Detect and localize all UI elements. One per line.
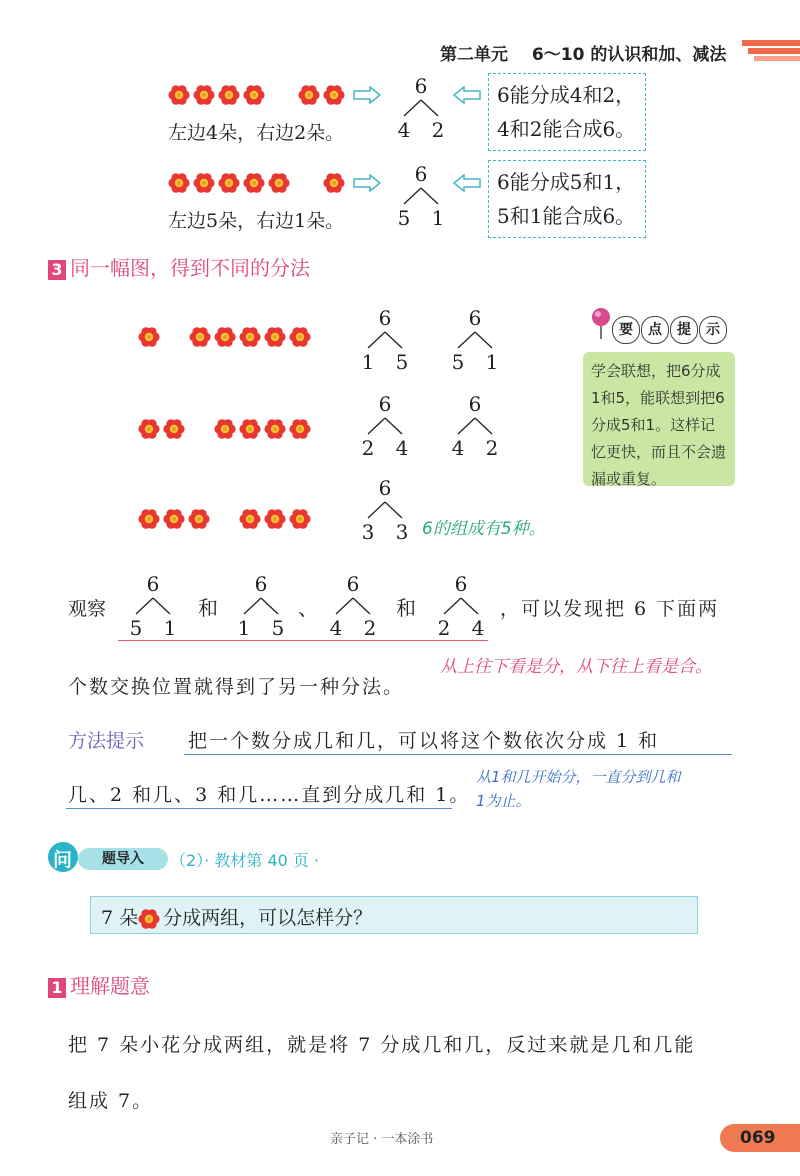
flower-icon [138, 418, 160, 440]
flower-row-3 [138, 508, 314, 530]
example-1-box: 6能分成4和2， 4和2能合成6。 [488, 73, 646, 151]
observe-and-1: 和 [198, 596, 218, 620]
observe-and-2: 和 [396, 596, 416, 620]
flower-icon [264, 508, 286, 530]
intro-badge-text: 题导入 [78, 848, 168, 870]
flower-icon [289, 508, 311, 530]
blue-underline-1 [184, 754, 732, 755]
flower-icon [218, 172, 240, 194]
flower-icon [323, 84, 345, 106]
split-3-3: 6 3 3 [361, 476, 409, 544]
section-number: 3 [48, 260, 66, 280]
example-2-flowers [168, 172, 348, 194]
body-line-1: 把 7 朵小花分成两组，就是将 7 分成几和几，反过来就是几和几能 [68, 1034, 696, 1056]
flower-icon [323, 172, 345, 194]
tip-title [612, 316, 728, 344]
question-box [90, 896, 698, 934]
handwritten-note-method-2: 1为止。 [476, 792, 531, 810]
section-number: 1 [48, 978, 66, 998]
split-1-5: 6 1 5 [361, 306, 409, 374]
unit-label: 第二单元 [440, 45, 508, 65]
observe-split-1: 6 5 1 [129, 572, 177, 640]
flower-icon [218, 84, 240, 106]
tip-box [583, 352, 735, 486]
arrow-right-icon [352, 174, 382, 196]
flower-icon [138, 508, 160, 530]
observe-sep: 、 [298, 596, 318, 620]
page-number-tab [720, 1124, 800, 1152]
intro-badge-char: 问 [53, 849, 73, 871]
arrow-left-icon [452, 174, 482, 196]
flower-icon [214, 418, 236, 440]
split-5-1: 6 5 1 [451, 306, 499, 374]
intro-reference: （2）· 教材第 40 页 · [170, 851, 320, 870]
footer-text: 亲子记 · 一本涂书 [330, 1132, 434, 1147]
example-2-caption: 左边5朵，右边1朵。 [168, 210, 345, 232]
split-4-2: 6 4 2 [451, 392, 499, 460]
flower-icon [188, 508, 210, 530]
tip-title-char: 点 [641, 316, 669, 344]
observe-label: 观察 [68, 598, 107, 620]
example-2-split: 6 5 1 [397, 162, 445, 230]
handwritten-note-method-1: 从1和几开始分，一直分到几和 [476, 768, 681, 786]
flower-icon [189, 326, 211, 348]
observe-tail: ，可以发现把 6 下面两 [500, 598, 720, 620]
tip-title-char: 提 [670, 316, 698, 344]
pushpin-icon [588, 306, 614, 344]
example-1-flowers [168, 84, 348, 106]
flower-icon [264, 418, 286, 440]
method-label: 方法提示 [68, 730, 145, 752]
section-title-text: 同一幅图，得到不同的分法 [70, 256, 310, 280]
question-pre: 7 朵 [101, 907, 139, 929]
flower-icon [193, 172, 215, 194]
section-title-text: 理解题意 [70, 974, 150, 998]
flower-icon [214, 326, 236, 348]
flower-icon [264, 326, 286, 348]
section-1-title [48, 970, 150, 999]
flower-icon [268, 172, 290, 194]
flower-icon [298, 84, 320, 106]
flower-icon [138, 908, 160, 930]
flower-icon [163, 508, 185, 530]
tip-text: 学会联想，把6分成1和5，能联想到把6分成5和1。这样记忆更快，而且不会遗漏或重复。 [591, 362, 727, 488]
observe-line-2: 个数交换位置就得到了另一种分法。 [68, 676, 405, 698]
header [440, 40, 726, 65]
flower-icon [193, 84, 215, 106]
flower-icon [138, 326, 160, 348]
flower-icon [163, 418, 185, 440]
example-2-box: 6能分成5和1， 5和1能合成6。 [488, 160, 646, 238]
red-underline [118, 640, 488, 641]
arrow-right-icon [352, 86, 382, 108]
flower-icon [239, 508, 261, 530]
flower-icon [289, 418, 311, 440]
flower-row-2 [138, 418, 314, 440]
body-line-2: 组成 7。 [68, 1090, 154, 1112]
observe-split-2: 6 1 5 [237, 572, 285, 640]
blue-underline-2 [66, 808, 452, 809]
example-1-split: 6 4 2 [397, 74, 445, 142]
flower-icon [289, 326, 311, 348]
flower-icon [239, 418, 261, 440]
example-1-caption: 左边4朵，右边2朵。 [168, 122, 345, 144]
tip-title-char: 要 [612, 316, 640, 344]
question-post: 分成两组，可以怎样分？ [163, 907, 373, 929]
flower-icon [243, 172, 265, 194]
flower-icon [168, 84, 190, 106]
flower-icon [239, 326, 261, 348]
observe-split-4: 6 2 4 [437, 572, 485, 640]
page-number: 069 [740, 1128, 776, 1148]
observe-split-3: 6 4 2 [329, 572, 377, 640]
section-3-title [48, 252, 310, 281]
header-stripe [742, 38, 800, 62]
method-line-2: 几、2 和几、3 和几……直到分成几和 1。 [68, 784, 471, 806]
method-line-1: 把一个数分成几和几，可以将这个数依次分成 1 和 [188, 730, 660, 752]
handwritten-note-split-merge: 从上往下看是分，从下往上看是合。 [440, 657, 712, 677]
flower-row-1 [138, 326, 314, 348]
flower-icon [243, 84, 265, 106]
tip-title-char: 示 [699, 316, 727, 344]
split-2-4: 6 2 4 [361, 392, 409, 460]
unit-topic: 6～10 的认识和加、减法 [531, 45, 727, 65]
arrow-left-icon [452, 86, 482, 108]
handwritten-note-six-ways: 6的组成有5种。 [422, 519, 546, 539]
flower-icon [168, 172, 190, 194]
